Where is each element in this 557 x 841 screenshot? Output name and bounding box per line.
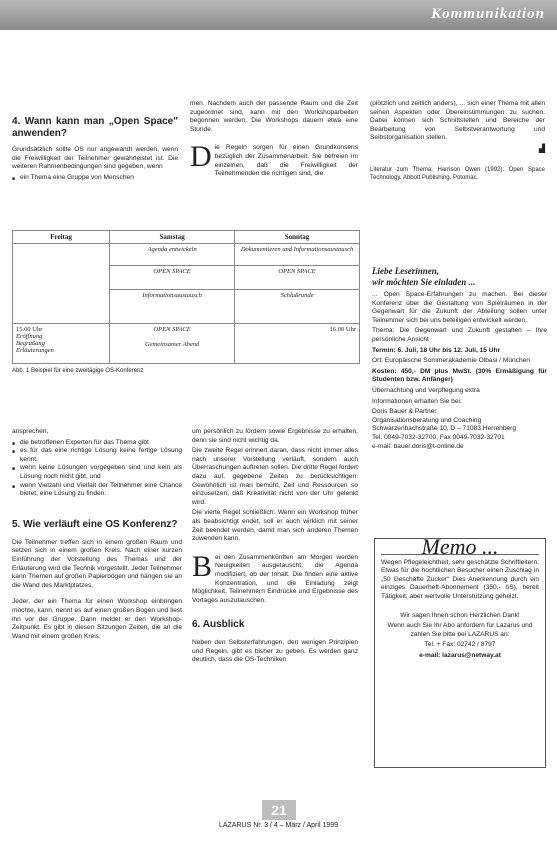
dropcap-b: B [192, 549, 213, 583]
invite-info: Informationen erhalten Sie bei: [372, 397, 462, 405]
memo-tel: Tel. + Fax: 02742 / 8797 [424, 641, 496, 649]
left-lead: ansprechen, [12, 428, 49, 435]
page-number: 21 [262, 800, 296, 820]
sat-openspace-2: OPEN SPACE [153, 326, 191, 333]
sat-agenda: Agenda entwickeln [110, 244, 235, 266]
dropcap-d: D [190, 140, 212, 174]
schedule-figure [12, 230, 360, 374]
left-bullet-d: ■ wenn Vielzahl und Vielfalt der Teilnehmer eine Chance bietet, eine Lösung zu finden. [20, 482, 182, 499]
sun-openspace: OPEN SPACE [235, 266, 360, 290]
invite-ort: Ort: Europäische Sommerakademie Olbasi / München [372, 357, 530, 365]
col-sunday: Sonntag [235, 231, 360, 244]
mid-bottom-para-1: um persönlich zu fördern sowie Ergebnisse zu erhalten, denn sie sind nicht wichtig da. [192, 428, 358, 444]
heading-4: 4. Wann kann man „Open Space" anwenden? [12, 116, 178, 139]
section-title: Kommunikation [431, 6, 545, 22]
fri-item-3: Erläuterungen [16, 347, 54, 354]
invite-contact-3: Schwarzenbachstraße 10, D – 71083 Herrenberg [372, 425, 517, 433]
invite-contact-2: Organisationsberatung und Coaching [372, 416, 482, 424]
heading-6: 6. Ausblick [192, 619, 245, 631]
fri-time: 15.00 Uhr [16, 326, 43, 333]
mid-para-2: ie Regeln sorgen für einen Grundkonsens bezüglich der Zusammenarbeit. Sie befreien im einzelnen, daß die Freiwilligkeit der Teilnehmenden die richtigen sind, die [214, 144, 358, 178]
invite-title [372, 266, 547, 288]
mid-top-column [190, 100, 358, 181]
invite-kosten: Kosten: 450,- DM plus MwSt. (30% Ermäßigung für Studenten bzw. Anfänger) [372, 367, 547, 384]
fri-item-1: Eröffnung [16, 333, 43, 340]
invite-verpflegung: Übernachtung und Verpflegung extra [372, 386, 480, 394]
left-bottom-para-1: Die Teilnehmer treffen sich in einem großen Raum und setzen sich in einem großen Kreis. Nach einer kurzen Einführung der Vorstellung des Themas und der Erläuterung wird die Technik vorgestellt. Jeder Teilnehmer kann Themen auf großen Papierbögen und hängen sie an die Wand des Marktplatzes. [12, 538, 182, 589]
memo-email: e-mail: lazarus@netway.at [419, 651, 501, 659]
sun-closing: Schlußrunde [235, 290, 360, 324]
end-mark: ▟ [538, 143, 545, 153]
mid-bottom-para-5: Neben den Selbsterfahrungen, den wenigen Prinzipien und Regeln, gibt es bisher zu geben. Es werden ganz deutlich, dass die OS-Techniken [192, 639, 358, 664]
sat-openspace: OPEN SPACE [110, 266, 235, 290]
memo-thanks: Wir sagen Ihnen schon Herzlichen Dank! [400, 611, 520, 619]
sun-doc: Dokumentieren und Informationsaustausch [235, 244, 360, 266]
schedule-caption: Abb. 1 Beispiel für eine zweitägige OS-Konferenz [12, 368, 144, 374]
sat-dinner: Gemeinsamer Abend [145, 341, 200, 348]
right-para-1: (plötzlich und zeitlich anders), ... sich einer Thema mit allen seinen Aspekten oder Übereinstimmungen zu suchen. Dabei können sich Schnittstellen und Bereiche der Bearbeitung von Selbstverantwortung und Selbstorganisation stellen. [370, 100, 545, 142]
col-friday: Freitag [13, 231, 110, 244]
memo-body: Wegen Pflegeleichtheit, sehr geschätzte Schriftleitern. Etwas für die hochtlichen Besucher einen Zuschlag in „50 Geschäfte Zucker" Dies Anerkennung durch ein einziges Dauerheft-Abonnement (350,- öS), bereit Tätigkeit, aber wertvolle Unterstützung geheizt. [381, 558, 539, 600]
invite-section [372, 266, 547, 451]
left-bullet-c: ■ wenn keine Lösungen vorgegeben sind und kein als Lösung noch nicht gibt, und [20, 464, 182, 481]
invite-contact-5: e-mail: bauer.doris@t-online.de [372, 442, 464, 450]
mid-bottom-para-3: Die vierte Regel schließlich: Wenn ein Workshop früher als beabsichtigt endet, soll er auch wirklich mit seiner Zeit beendet werden, damit man sich anderen Themen zuwenden kann. [192, 509, 358, 543]
heading-5: 5. Wie verläuft eine OS Konferenz? [12, 518, 178, 530]
left-bullet-b: ■ es für das eine richtige Lösung keine fertige Lösung kennt, [20, 447, 182, 464]
invite-contact-4: Tel. 0049-7032-32700, Fax 0049-7032-32701 [372, 433, 505, 441]
invite-thema: Thema: Die Gegenwart und Zukunft gestalten – Ihre persönliche Ansicht [372, 327, 547, 343]
col-saturday: Samstag [110, 231, 235, 244]
footer-text: LAZARUS Nr. 3 / 4 – März / April 1999 [218, 822, 339, 829]
left-bottom-column [12, 428, 182, 643]
left-intro: Grundsätzlich sollte OS nur angewandt werden, wenn die Freiwilligkeit der Teilnehmer gewährleistet ist. Die weiteren Rahmenbedingungen sind gegeben, wenn [12, 146, 178, 171]
invite-body: ... Open Space-Erfahrungen zu machen. Bei dieser Konferenz über die Gestaltung von Spielräumen in der Gegenwart für die Zukunft der Abteilung sollen unter Teilnehmer sich bei uns beteiligen entwickelt werden. [372, 291, 547, 324]
left-bullet-1: ■ ein Thema eine Gruppe von Menschen [20, 174, 178, 183]
left-bullet-a: ■ die betroffenen Experten für das Thema gibt [20, 439, 182, 448]
memo-box [374, 534, 546, 768]
invite-title-2: wir möchten Sie einladen ... [372, 277, 476, 287]
sun-end-time: 16.00 Uhr [235, 324, 360, 364]
mid-bottom-para-2: Die zweite Regel erinnert daran, dass nicht immer alles nach unserer Vorstellung verläuft, sondern auch Überraschungen auftreten sollen. Die dritte Regel fordert dazu auf, gegebene Zeiten zu berücksichtigen. Gewöhnlich ist man bemüht, Zeit und Ressourcen so einzusetzen, daß Kreativität nicht von der Uhr gelenkt wird. [192, 447, 358, 506]
friday-empty [13, 244, 110, 324]
mid-bottom-para-4: ei den Zusammenkünften am Morgen werden Neuigkeiten ausgetauscht, die Agenda modifiziert, ob der Inhalt. Die finden eine aktive Konzentration, und die Einladung zeigt Möglichkeit, Teilnehmern Eindrücke und Ergebnisse des Vortages auszutauschen. [192, 553, 358, 604]
invite-termin: Termin: 6. Juli, 18 Uhr bis 12. Juli, 15 Uhr [372, 346, 501, 354]
mid-bottom-column [192, 428, 358, 667]
right-top-column [370, 100, 545, 185]
memo-title: Memo ... [421, 534, 499, 559]
schedule-table [12, 230, 360, 364]
fri-evening [13, 324, 110, 364]
literature-caption: Literatur zum Thema: Harrison Owen (1992): Open Space Technology, Abbott Publishing, Potomac. [370, 166, 545, 182]
left-bottom-para-2: Jeder, der ein Thema für einen Workshop einbringen möchte, kann, nennt es auf einen großen Bogen und liest ihn vor der Gruppe. Dann meldet er den Workshop-Zeitpunkt. Es gibt in diesen Sitzungen Zeiten, die an die Wand mit einem großen Kreis. [12, 598, 182, 640]
memo-order: Wenn auch Sie Ihr Abo anfordern für Lazarus und zahlen Sie bitte bei LAZARUS an: [387, 622, 533, 638]
invite-contact-1: Doris Bauer & Partner [372, 408, 437, 416]
mid-para-1: men. Nachdem auch der passende Raum und die Zeit zugeordnet sind, kann mit den Workshoparbeiten begonnen werden. Die Workshops dauern etwa eine Stunde. [190, 100, 358, 133]
sat-info: Informationsaustausch [110, 290, 235, 324]
sat-evening [110, 324, 235, 364]
invite-title-1: Liebe Leserinnen, [372, 266, 439, 276]
fri-item-2: Begrüßung [16, 340, 45, 347]
left-top-column [12, 116, 178, 182]
